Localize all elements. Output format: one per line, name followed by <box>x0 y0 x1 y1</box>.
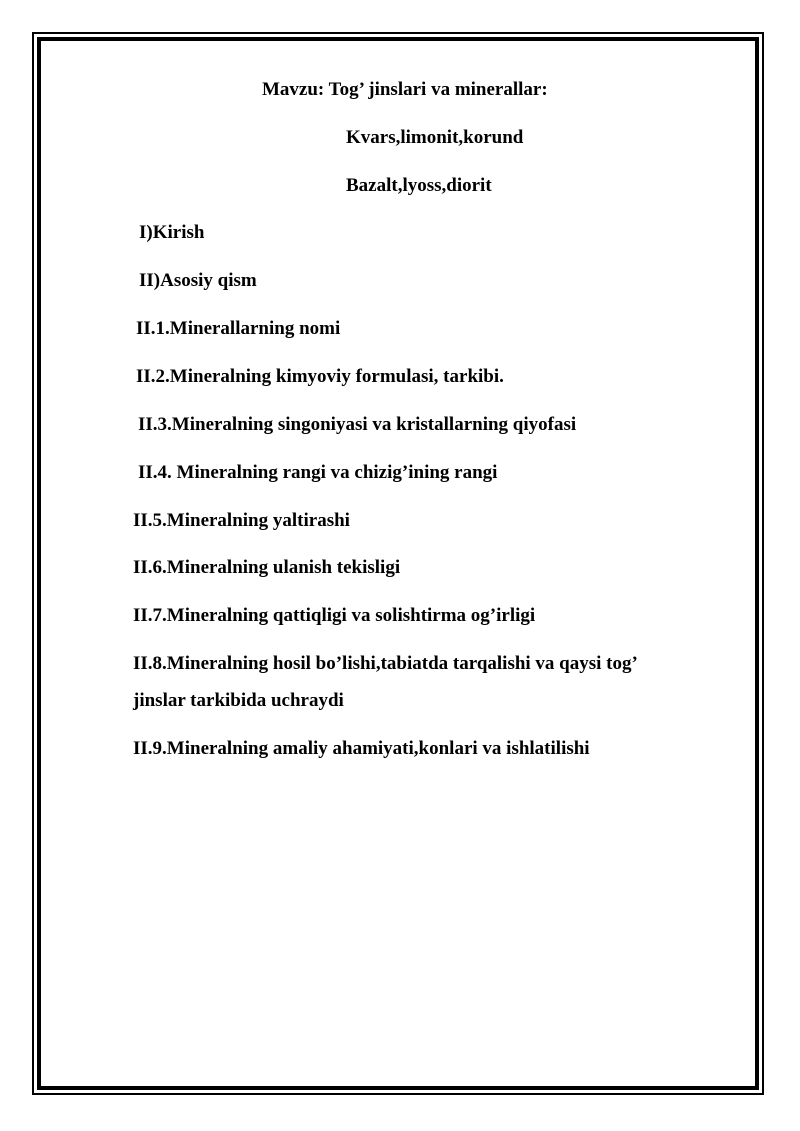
outline-main-part: II)Asosiy qism <box>139 270 257 291</box>
topic-title: Mavzu: Tog’ jinslari va minerallar: <box>262 79 548 100</box>
outline-item-2-5: II.5.Mineralning yaltirashi <box>133 510 350 531</box>
topic-minerals: Kvars,limonit,korund <box>346 127 524 148</box>
outline-introduction: I)Kirish <box>139 222 205 243</box>
outline-item-2-1: II.1.Minerallarning nomi <box>136 318 341 339</box>
outline-item-2-6: II.6.Mineralning ulanish tekisligi <box>133 557 401 578</box>
topic-rocks: Bazalt,lyoss,diorit <box>346 175 492 196</box>
outline-item-2-3: II.3.Mineralning singoniyasi va kristallarning qiyofasi <box>138 414 577 435</box>
outline-item-2-8: II.8.Mineralning hosil bo’lishi,tabiatda tarqalishi va qaysi tog’ <box>133 653 638 674</box>
outline-item-2-8-continued: jinslar tarkibida uchraydi <box>133 690 344 711</box>
outline-item-2-4: II.4. Mineralning rangi va chizig’ining rangi <box>138 462 498 483</box>
outline-item-2-7: II.7.Mineralning qattiqligi va solishtirma og’irligi <box>133 605 536 626</box>
outline-item-2-2: II.2.Mineralning kimyoviy formulasi, tarkibi. <box>136 366 504 387</box>
outline-item-2-9: II.9.Mineralning amaliy ahamiyati,konlari va ishlatilishi <box>133 738 590 759</box>
